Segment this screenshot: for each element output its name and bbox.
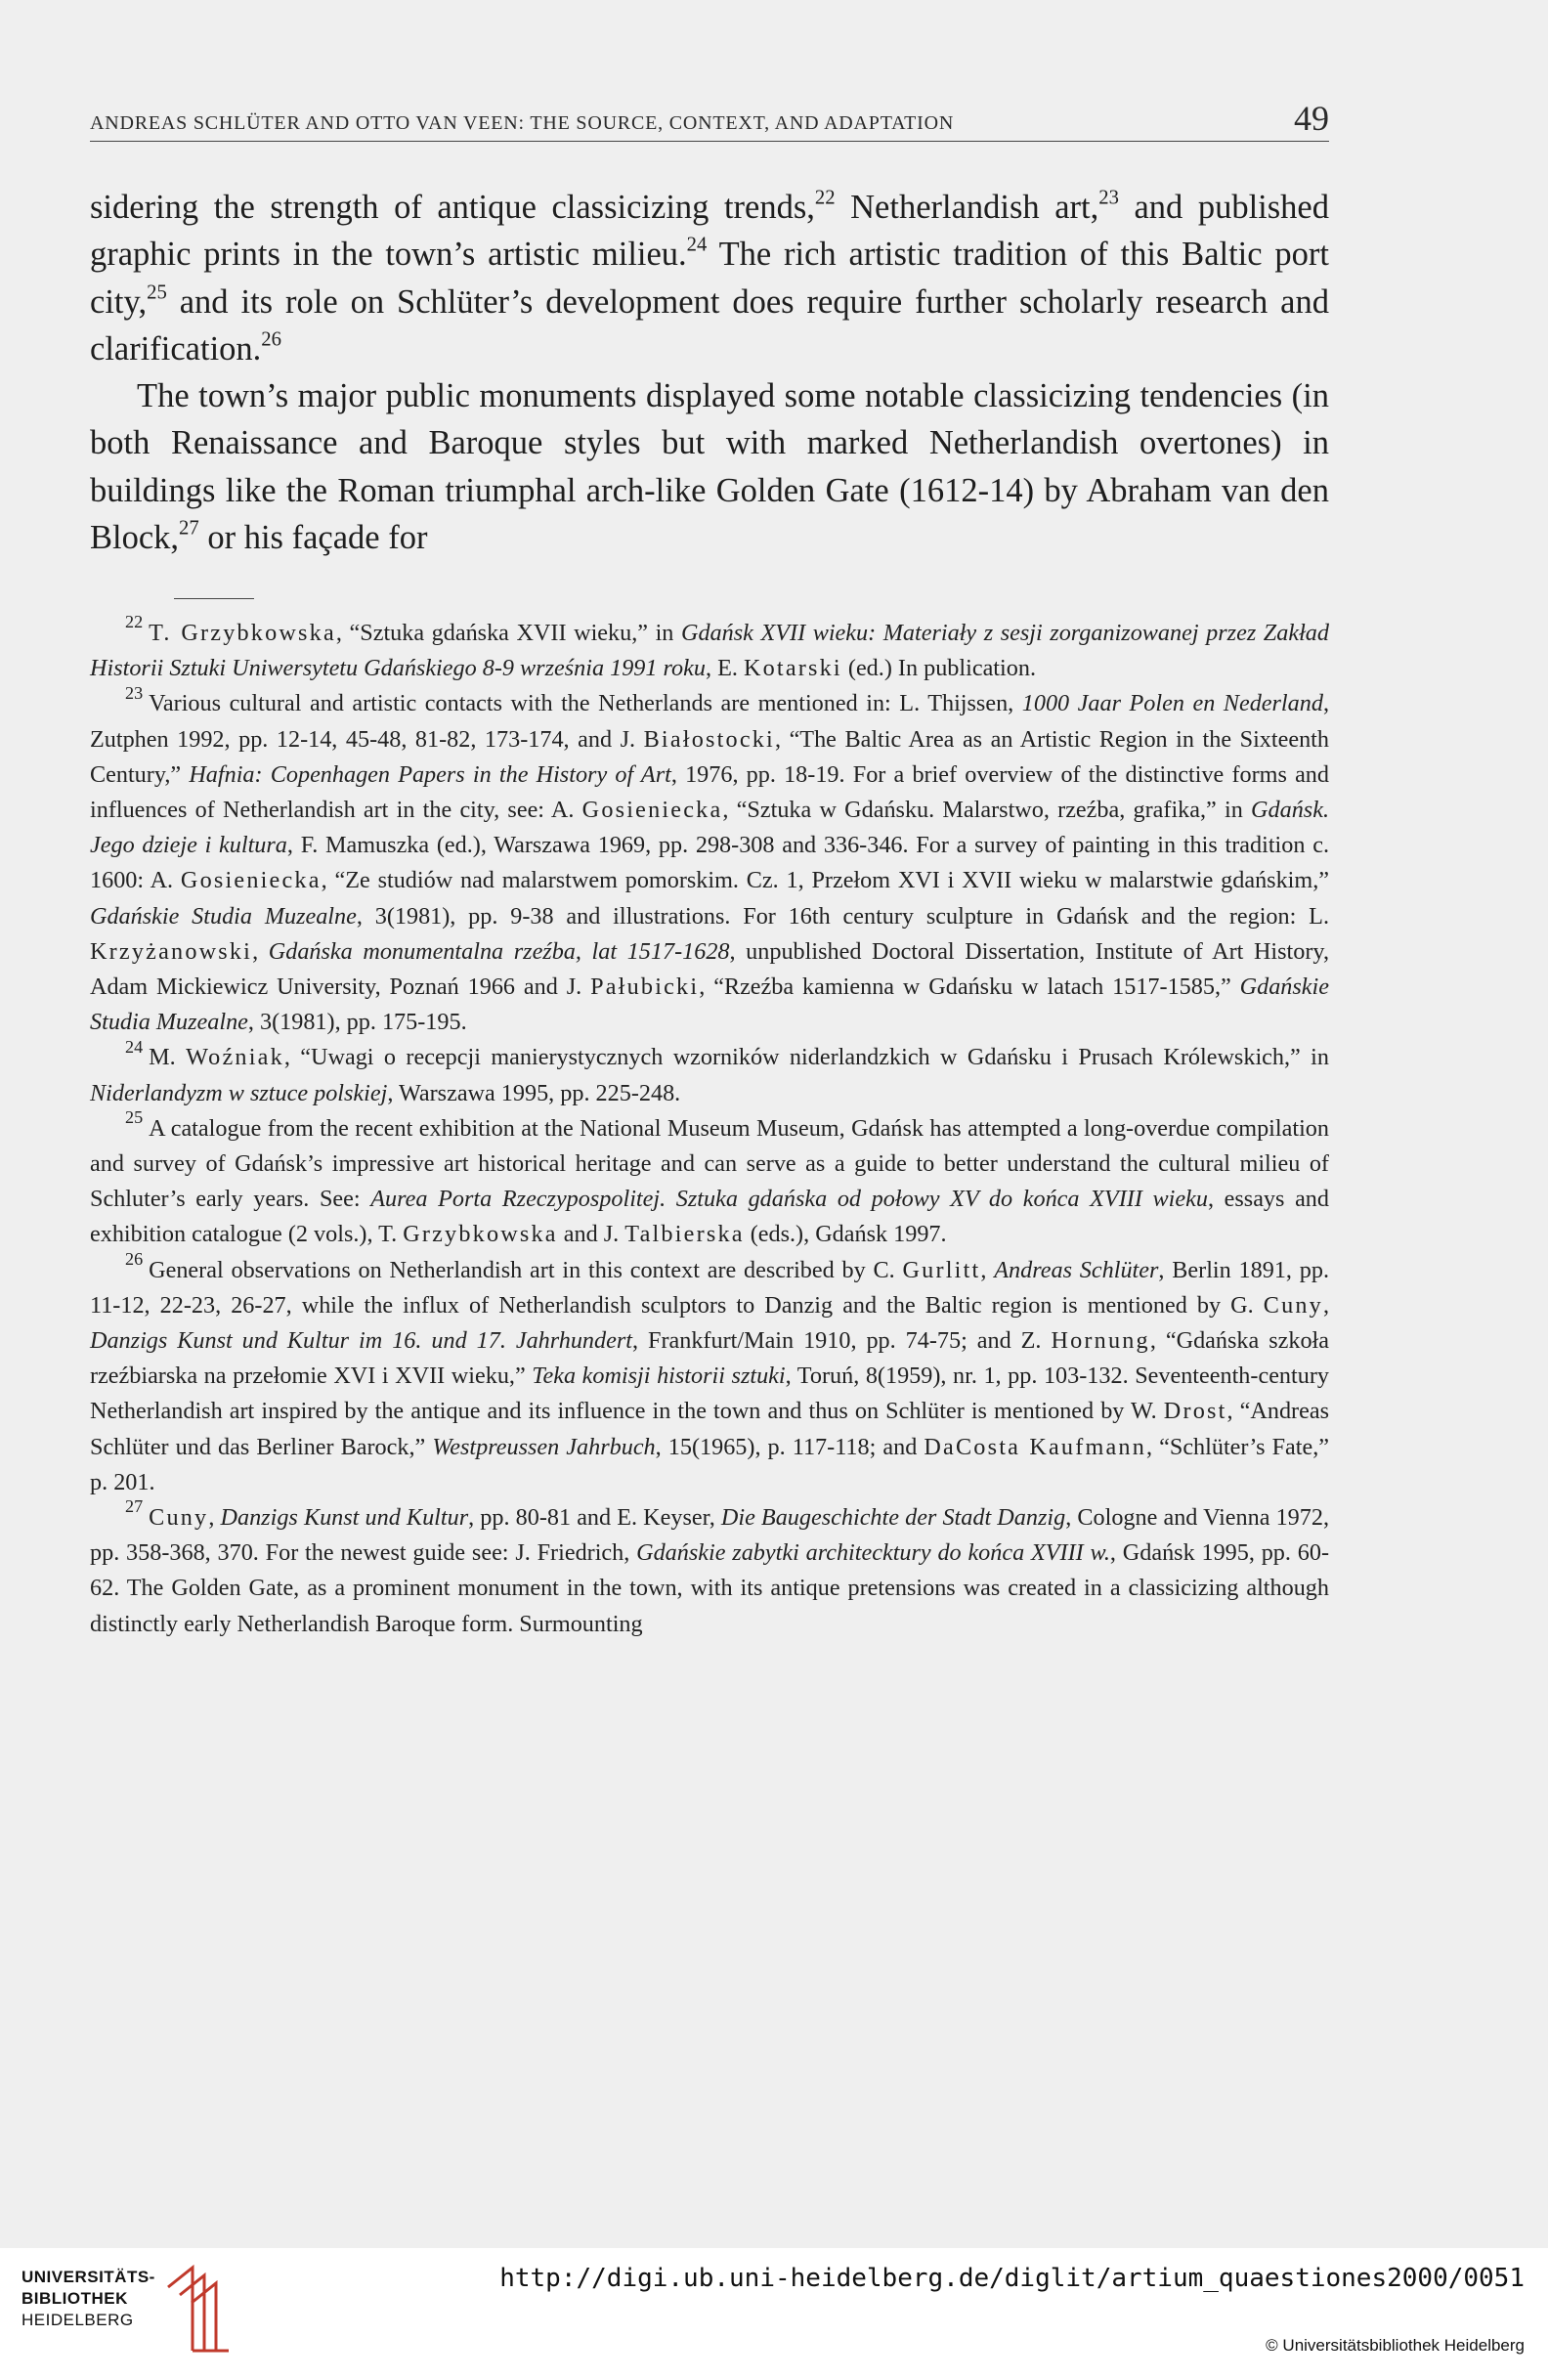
footnote-ref: 24: [686, 234, 708, 256]
logo-line-2: BIBLIOTHEK: [22, 2289, 128, 2308]
library-logo[interactable]: [22, 2266, 236, 2363]
footnote-ref: 23: [1098, 187, 1119, 209]
footnote-27: $^{27}$ Cuny, Danzigs Kunst und Kultur, pp. 80-81 and E. Keyser, Die Baugeschichte der Stadt Danzig, Cologne and Vienna 1972, pp. 358-368, 370. For the newest guide see: J. Friedrich, Gdańskie zabytki architecktury do końca XVIII w., Gdańsk 1995, pp. 60-62. The Golden Gate, as a prominent monument in the town, with its antique pretensions was created in a classicizing although distinctly early Netherlandish Baroque form. Surmounting: [90, 1496, 1330, 1637]
footnote-23: $^{23}$ Various cultural and artistic contacts with the Netherlands are mentioned in: L. Thijssen, 1000 Jaar Polen en Nederland, Zutphen 1992, pp. 12-14, 45-48, 81-82, 173-174, and J. Białostocki, “The Baltic Area as an Artistic Region in the Sixteenth Century,” Hafnia: Copenhagen Papers in the History of Art, 1976, pp. 18-19. For a brief overview of the distinctive forms and influences of Netherlandish art in the city, see: A. Gosieniecka, “Sztuka w Gdańsku. Malarstwo, rzeźba, grafika,” in Gdańsk. Jego dzieje i kultura, F. Mamuszka (ed.), Warszawa 1969, pp. 298-308 and 336-346. For a survey of painting in this tradition c. 1600: A. Gosieniecka, “Ze studiów nad malarstwem pomorskim. Cz. 1, Przełom XVI i XVII wieku w malarstwie gdańskim,” Gdańskie Studia Muzealne, 3(1981), pp. 9-38 and illustrations. For 16th century sculpture in Gdańsk and the region: L. Krzyżanowski, Gdańska monumentalna rzeźba, lat 1517-1628, unpublished Doctoral Dissertation, Institute of Art History, Adam Mickiewicz University, Poznań 1966 and J. Pałubicki, “Rzeźba kamienna w Gdańsku w latach 1517-1585,” Gdańskie Studia Muzealne, 3(1981), pp. 175-195.: [90, 682, 1330, 1036]
logo-line-3: HEIDELBERG: [22, 2311, 134, 2329]
footnote-ref: 27: [179, 517, 199, 540]
library-emblem-icon: [158, 2258, 236, 2356]
footnote-rule: [174, 598, 254, 599]
body-paragraph-1: sidering the strength of antique classicizing trends,$^{22}$ Netherlandish art,$^{23}$ and published graphic prints in the town’s artistic milieu.$^{24}$ The rich artistic tradition of this Baltic port city,$^{25}$ and its role on Schlüter’s development does require further scholarly research and clarification.$^{26}$: [90, 187, 1329, 368]
digital-copy-url[interactable]: http://digi.ub.uni-heidelberg.de/diglit/artium_quaestiones2000/0051: [499, 2264, 1525, 2293]
footnote-25: $^{25}$ A catalogue from the recent exhibition at the National Museum Museum, Gdańsk has attempted a long-overdue compilation and survey of Gdańsk’s impressive art historical heritage and can serve as a guide to better understand the cultural milieu of Schluter’s early years. See: Aurea Porta Rzeczypospolitej. Sztuka gdańska od połowy XV do końca XVIII wieku, essays and exhibition catalogue (2 vols.), T. Grzybkowska and J. Talbierska (eds.), Gdańsk 1997.: [90, 1107, 1329, 1248]
running-title: ANDREAS SCHLÜTER AND OTTO VAN VEEN: THE SOURCE, CONTEXT, AND ADAPTATION: [90, 112, 955, 134]
copyright-notice: © Universitätsbibliothek Heidelberg: [1266, 2336, 1525, 2355]
page-number: 49: [1294, 99, 1329, 138]
footnote-22: $^{22}$ T. Grzybkowska, “Sztuka gdańska XVII wieku,” in Gdańsk XVII wieku: Materiały z sesji zorganizowanej przez Zakład Historii Sztuki Uniwersytetu Gdańskiego 8-9 września 1991 roku, E. Kotarski (ed.) In publication.: [90, 612, 1329, 682]
body-paragraph-2: The town’s major public monuments displayed some notable classicizing tendencies (in both Renaissance and Baroque styles but with marked Netherlandish overtones) in buildings like the Roman triumphal arch-like Golden Gate (1612-14) by Abraham van den Block,$^{27}$ or his façade for: [90, 377, 1329, 557]
footnote-ref: 26: [261, 328, 281, 351]
footnote-ref: 22: [814, 187, 836, 209]
body-text: [90, 184, 1329, 561]
footnotes: [90, 612, 1330, 1642]
running-head: [90, 98, 1329, 142]
footnote-26: $^{26}$ General observations on Netherlandish art in this context are described by C. Gurlitt, Andreas Schlüter, Berlin 1891, pp. 11-12, 22-23, 26-27, while the influx of Netherlandish sculptors to Danzig and the Baltic region is mentioned by G. Cuny, Danzigs Kunst und Kultur im 16. und 17. Jahrhundert, Frankfurt/Main 1910, pp. 74-75; and Z. Hornung, “Gdańska szkoła rzeźbiarska na przełomie XVI i XVII wieku,” Teka komisji historii sztuki, Toruń, 8(1959), nr. 1, pp. 103-132. Seventeenth-century Netherlandish art inspired by the antique and its influence in the town and thus on Schlüter is mentioned by W. Drost, “Andreas Schlüter und das Berliner Barock,” Westpreussen Jahrbuch, 15(1965), p. 117-118; and DaCosta Kaufmann, “Schlüter’s Fate,” p. 201.: [90, 1248, 1330, 1495]
footnote-ref: 25: [147, 281, 167, 304]
logo-line-1: UNIVERSITÄTS-: [22, 2268, 155, 2286]
footnote-24: $^{24}$ M. Woźniak, “Uwagi o recepcji manierystycznych wzorników niderlandzkich w Gdańsku i Prusach Królewskich,” in Niderlandyzm w sztuce polskiej, Warszawa 1995, pp. 225-248.: [90, 1036, 1329, 1106]
